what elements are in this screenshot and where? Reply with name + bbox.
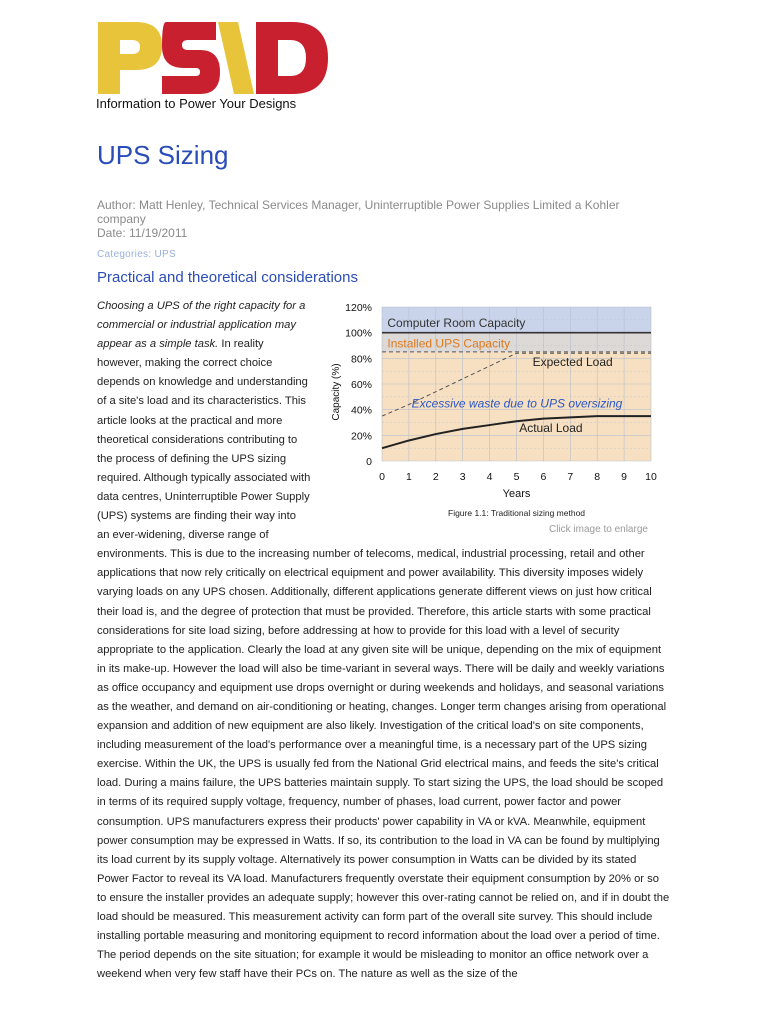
enlarge-link[interactable]: Click image to enlarge [549,524,648,535]
x-tick-label: 3 [459,471,466,483]
x-tick-label: 5 [513,471,520,483]
section-title: Practical and theoretical considerations [97,269,358,286]
x-axis-label: Years [502,488,531,500]
x-tick-label: 1 [405,471,412,483]
y-tick-label: 0 [366,456,372,468]
body-text: In reality however, making the correct choice depends on knowledge and understanding of a site's load and its characteristics. This article looks at the practical and more theoretical considerations contributing to the process of defining the UPS sizing required. Although typically associated with data centres, Uninterruptible Power Supply (UPS) systems are finding their way into an ever-widening, diverse range of environments. This is due to the increasing number of telecoms, medical, industrial processing, retail and other applications that now rely critically on electrical equipment and power availability. This diversity imposes widely varying loads on any UPS chosen. Additionally, different applications generate different views on just how critical their load is, and the degree of protection that must be provided. Therefore, this article starts with some practical considerations for site load sizing, before addressing at how to provide for this load with a level of security appropriate to the application. Clearly the load at any given site will be unique, depending on the mix of equipment in its make-up. However the load will also be time-variant in several ways. There will be daily and weekly variations as office occupancy and equipment use drops overnight or during weekends and holidays, and seasonal variations as the weather, and demand on air-conditioning or heating, changes. Longer term changes arising from operational expansion and addition of new equipment are also likely. Investigation of the critical load's on site components, including measurement of the load's performance over a meaningful time, is a necessary part of the UPS sizing exercise. Within the UK, the UPS is usually fed from the National Grid electrical mains, and feeds the site's critical load. During a mains failure, the UPS batteries maintain supply. To start sizing the UPS, the load should be scoped in terms of its required supply voltage, frequency, number of phases, load current, power factor and power consumption. UPS manufacturers express their products' power capability in VA or kVA. Meanwhile, equipment power consumption may be expressed in Watts. If so, its contribution to the load in VA can be found by multiplying its load current by its supply voltage. Alternatively its power consumption in Watts can be divided by its stated Power Factor to reveal its VA load. Manufacturers frequently overstate their equipment consumption by 20% or so to ensure the installer provides an adequate supply; however this over-rating cannot be relied on, and if in doubt the load should be measured. This measurement activity can form part of the overall site survey. This should include installing portable measuring and monitoring equipment to record information about the load over a period of time. The period depends on the site situation; for example it would be misleading to monitor an office network over a weekend when very few staff have their PCs on. The nature as well as the size of the [97,338,670,981]
intro-text: Choosing a UPS of the right capacity for a commercial or industrial application may appear as a simple task. [97,300,306,351]
article-body [97,297,671,984]
figure-caption-text: Traditional sizing method [488,508,586,518]
x-tick-label: 4 [486,471,493,483]
page-title: UPS Sizing [97,140,229,170]
psd-logo[interactable] [96,20,330,112]
y-tick-label: 60% [350,379,372,391]
article-date: Date: 11/19/2011 [97,226,188,240]
x-tick-label: 7 [567,471,574,483]
x-tick-label: 2 [432,471,439,483]
figure-traditional-sizing[interactable] [321,297,671,542]
annotation-computer-room-capacity: Computer Room Capacity [387,315,526,330]
sizing-chart [321,297,671,519]
logo-tagline: Information to Power Your Designs [96,96,297,111]
y-axis-label: Capacity (%) [331,363,342,421]
x-tick-label: 6 [540,471,547,483]
y-tick-label: 40% [350,404,372,417]
annotation-actual-load: Actual Load [519,421,583,436]
logo-graphic [96,20,330,96]
x-tick-label: 8 [594,471,601,483]
annotation-installed-ups-capacity: Installed UPS Capacity [387,336,511,351]
annotation-expected-load: Expected Load [532,355,613,370]
figure-caption-prefix: Figure 1.1: [448,508,489,518]
article-author: Author: Matt Henley, Technical Services Manager, Uninterruptible Power Supplies Limited a Kohler company [97,198,620,226]
figure-caption [448,508,585,518]
annotation-excessive-waste: Excessive waste due to UPS oversizing [411,396,623,411]
article-categories[interactable]: Categories: UPS [97,249,176,260]
y-tick-label: 80% [350,353,372,366]
x-tick-label: 9 [621,471,628,483]
y-tick-label: 120% [345,302,372,314]
x-tick-label: 0 [379,471,385,483]
y-tick-label: 100% [345,327,372,340]
y-tick-label: 20% [350,430,372,443]
x-tick-label: 10 [645,471,657,483]
